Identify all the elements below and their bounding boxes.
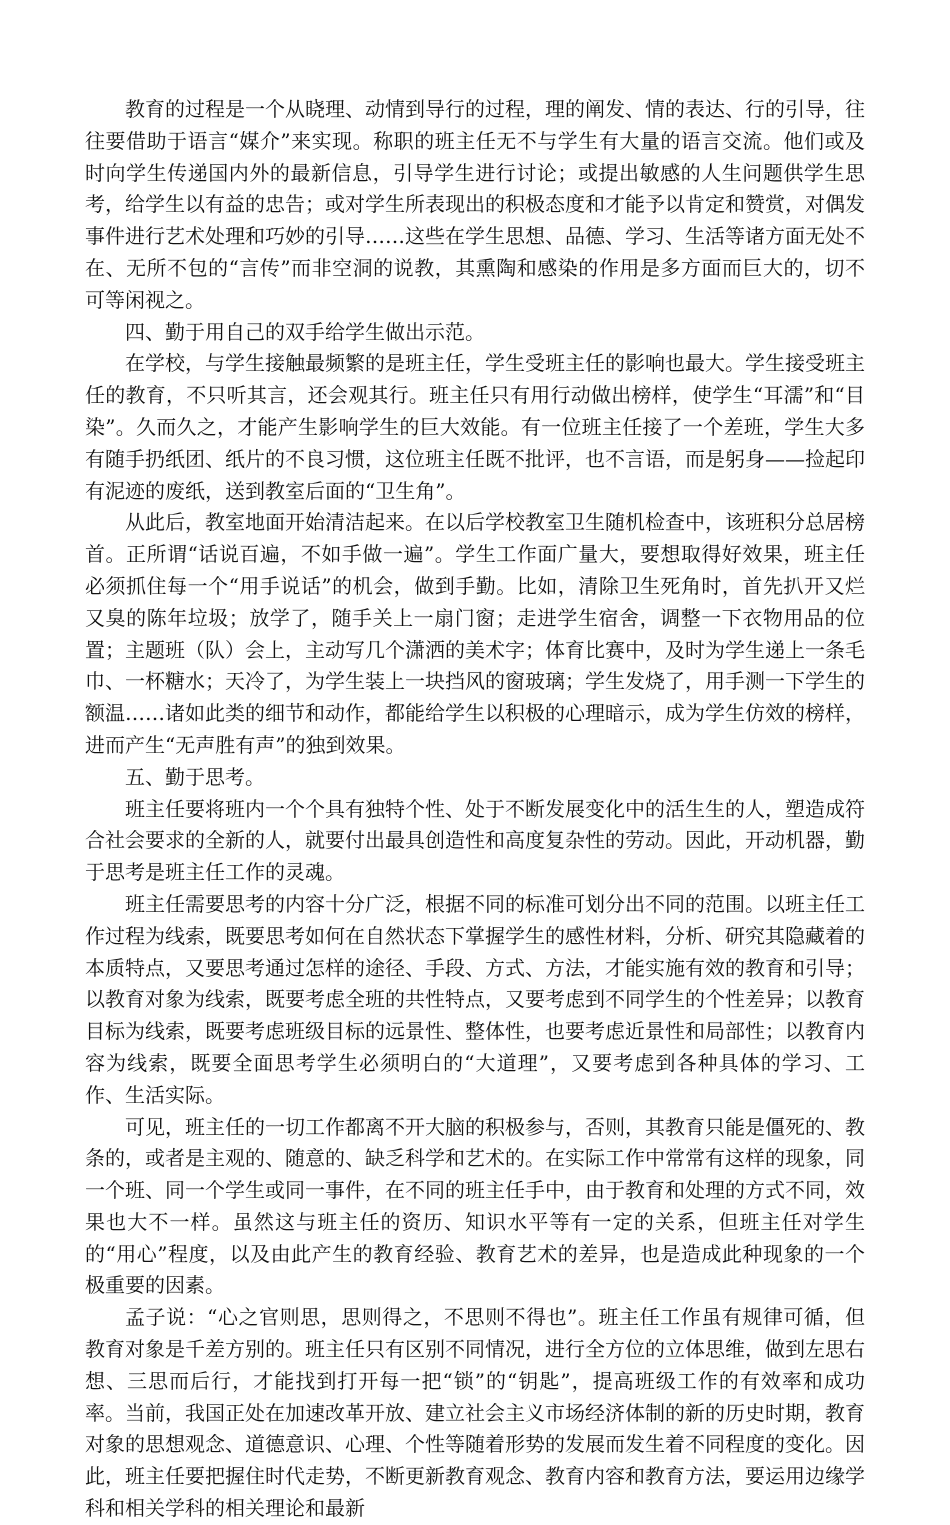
section-heading-5: 五、勤于思考。 bbox=[125, 764, 265, 789]
paragraph-thinking-soul: 班主任要将班内一个个具有独特个性、处于不断发展变化中的活生生的人，塑造成符合社会要求的全新的人，就要付出最具创造性和高度复杂性的劳动。因此，开动机器，勤于思考是班主任工作的灵魂。 bbox=[85, 796, 865, 885]
document-body bbox=[85, 94, 865, 1525]
section-heading-4: 四、勤于用自己的双手给学生做出示范。 bbox=[125, 319, 485, 344]
paragraph-language-influence: 教育的过程是一个从晓理、动情到导行的过程，理的阐发、情的表达、行的引导，往往要借助于语言“媒介”来实现。称职的班主任无不与学生有大量的语言交流。他们或及时向学生传递国内外的最新信息，引导学生进行讨论；或提出敏感的人生问题供学生思考，给学生以有益的忠告；或对学生所表现出的积极态度和才能予以肯定和赞赏，对偶发事件进行艺术处理和巧妙的引导……这些在学生思想、品德、学习、生活等诸方面无处不在、无所不包的“言传”而非空洞的说教，其熏陶和感染的作用是多方面而巨大的，切不可等闲视之。 bbox=[85, 97, 865, 312]
paragraph-hand-work: 从此后，教室地面开始清洁起来。在以后学校教室卫生随机检查中，该班积分总居榜首。正所谓“话说百遍，不如手做一遍”。学生工作面广量大，要想取得好效果，班主任必须抓住每一个“用手说话”的机会，做到手勤。比如，清除卫生死角时，首先扒开又烂又臭的陈年垃圾；放学了，随手关上一扇门窗；走进学生宿舍，调整一下衣物用品的位置；主题班（队）会上，主动写几个潇洒的美术字；体育比赛中，及时为学生递上一条毛巾、一杯糖水；天冷了，为学生装上一块挡风的窗玻璃；学生发烧了，用手测一下学生的额温……诸如此类的细节和动作，都能给学生以积极的心理暗示，成为学生仿效的榜样，进而产生“无声胜有声”的独到效果。 bbox=[85, 510, 865, 757]
paragraph-mencius: 孟子说：“心之官则思，思则得之，不思则不得也”。班主任工作虽有规律可循，但教育对象是千差方别的。班主任只有区别不同情况，进行全方位的立体思维，做到左思右想、三思而后行，才能找到打开每一把“锁”的“钥匙”，提高班级工作的有效率和成功率。当前，我国正处在加速改革开放、建立社会主义市场经济体制的新的历史时期，教育对象的思想观念、道德意识、心理、个性等随着形势的发展而发生着不同程度的变化。因此，班主任要把握住时代走势，不断更新教育观念、教育内容和教育方法，要运用边缘学科和相关学科的相关理论和最新 bbox=[85, 1305, 865, 1521]
paragraph-teacher-example: 在学校，与学生接触最频繁的是班主任，学生受班主任的影响也最大。学生接受班主任的教育，不只听其言，还会观其行。班主任只有用行动做出榜样，使学生“耳濡”和“目染”。久而久之，才能产生影响学生的巨大效能。有一位班主任接了一个差班，学生大多有随手扔纸团、纸片的不良习惯，这位班主任既不批评，也不言语，而是躬身——捡起印有泥迹的废纸，送到教室后面的“卫生角”。 bbox=[85, 351, 865, 503]
paragraph-brain-participation: 可见，班主任的一切工作都离不开大脑的积极参与，否则，其教育只能是僵死的、教条的，或者是主观的、随意的、缺乏科学和艺术的。在实际工作中常常有这样的现象，同一个班、同一个学生或同一事件，在不同的班主任手中，由于教育和处理的方式不同，效果也大不一样。虽然这与班主任的资历、知识水平等有一定的关系，但班主任对学生的“用心”程度，以及由此产生的教育经验、教育艺术的差异，也是造成此种现象的一个极重要的因素。 bbox=[85, 1114, 865, 1298]
paragraph-thinking-scope: 班主任需要思考的内容十分广泛，根据不同的标准可划分出不同的范围。以班主任工作过程为线索，既要思考如何在自然状态下掌握学生的感性材料，分析、研究其隐藏着的本质特点，又要思考通过怎样的途径、手段、方式、方法，才能实施有效的教育和引导；以教育对象为线索，既要考虑全班的共性特点，又要考虑到不同学生的个性差异；以教育目标为线索，既要考虑班级目标的远景性、整体性，也要考虑近景性和局部性；以教育内容为线索，既要全面思考学生必须明白的“大道理”，又要考虑到各种具体的学习、工作、生活实际。 bbox=[85, 891, 865, 1107]
